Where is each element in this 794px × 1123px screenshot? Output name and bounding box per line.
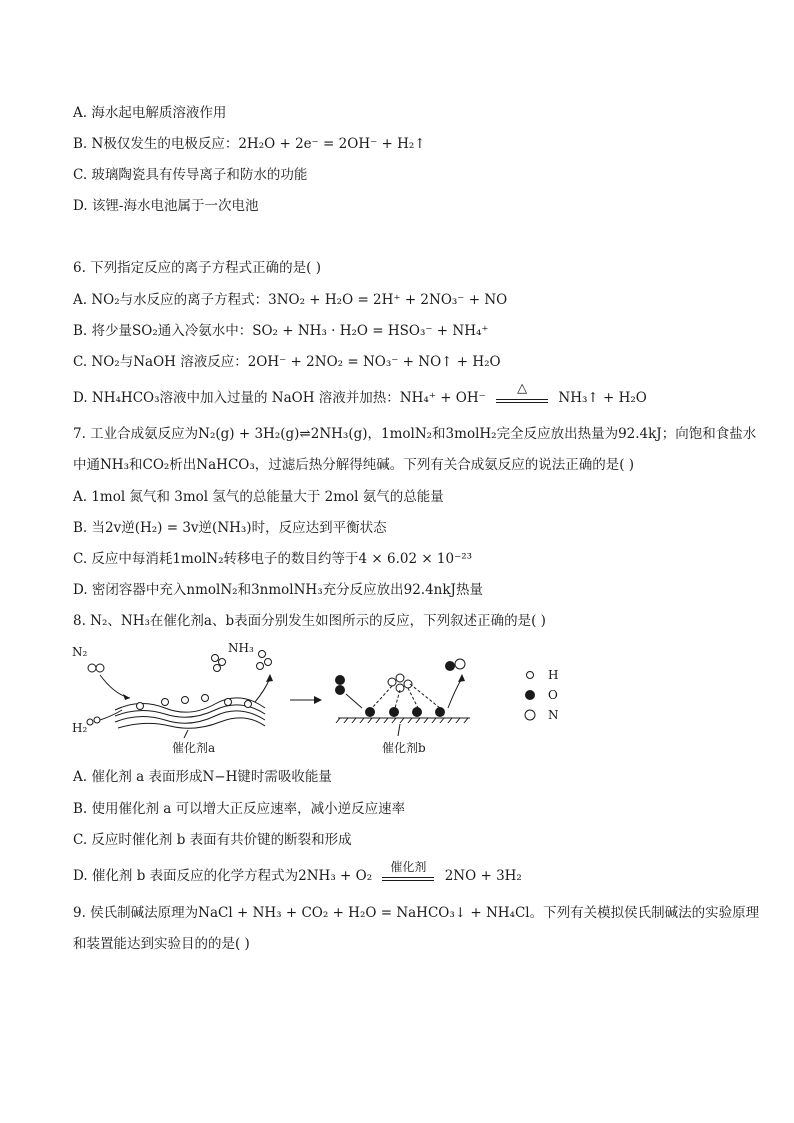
adsorbed-o [365,707,375,717]
q5-option-c: C. 玻璃陶瓷具有传导离子和防水的功能 [73,167,308,183]
catalyst-a-label: 催化剂a [172,741,216,755]
catalyst-b-pointer [398,724,400,736]
q6-option-d-left: D. NH₄HCO₃溶液中加入过量的 NaOH 溶液并加热：NH₄⁺ + OH⁻ [73,390,486,406]
h2-atom [94,717,100,723]
legend-o-label: O [548,688,558,702]
nh3-molecule [219,659,226,666]
catalyst-a-pointer [184,730,188,738]
adsorbed-atom [245,701,252,708]
reaction-condition-heat [496,380,548,408]
arrowhead [458,674,465,682]
adsorbed-o [435,707,445,717]
bond-dash [410,684,440,708]
n2-atom [88,664,96,672]
q9-stem-line2: 和装置能达到实验目的的是( ) [73,936,250,952]
q7-option-a: A. 1mol 氮气和 3mol 氢气的总能量大于 2mol 氨气的总能量 [73,489,444,505]
n2-label: N₂ [72,645,88,659]
q5-option-b-text: B. N极仅发生的电极反应： [73,136,239,152]
q7-option-c: C. 反应中每消耗1molN₂转移电子的数目约等于4 × 6.02 × 10⁻²³ [73,551,473,567]
catalyst-diagram-svg [70,640,670,760]
q7-stem-line2: 中通NH₃和CO₂析出NaHCO₃，过滤后热分解得纯碱。下列有关合成氨反应的说法正确的是( ) [73,457,635,473]
nh3-molecule [257,663,264,670]
adsorbed-atom [162,699,169,706]
nh3-on-b [396,674,404,682]
adsorbed-atom [202,695,209,702]
legend-o-icon [525,690,535,700]
q8-option-d [73,859,522,886]
nh3-molecule [214,665,221,672]
q8-option-d-left: D. 催化剂 b 表面反应的化学方程式为2NH₃ + O₂ [73,868,373,884]
adsorbed-o [389,707,399,717]
nh3-molecule [212,655,219,662]
q8-stem: 8. N₂、NH₃在催化剂a、b表面分别发生如图所示的反应，下列叙述正确的是( ) [73,613,546,629]
adsorbed-atom [182,697,189,704]
q5-option-a: A. 海水起电解质溶液作用 [73,105,227,121]
catalyst-b-label: 催化剂b [382,741,426,755]
q6-stem: 6. 下列指定反应的离子方程式正确的是( ) [73,260,321,276]
arrowhead [123,694,130,700]
q6-option-d [73,380,647,408]
reaction-condition-catalyst [382,859,434,886]
q6-option-d-right: NH₃↑ + H₂O [558,390,647,406]
q6-option-c: C. NO₂与NaOH 溶液反应：2OH⁻ + 2NO₂ = NO₃⁻ + NO↑ + H₂O [73,354,501,370]
n2-arrow [100,675,130,698]
q8-option-c: C. 反应时催化剂 b 表面有共价键的断裂和形成 [73,832,352,848]
q7-option-d: D. 密闭容器中充入nmolN₂和3nmolNH₃充分反应放出92.4nkJ热量 [73,582,483,598]
o2-molecule [335,685,345,695]
q8-option-b: B. 使用催化剂 a 可以增大正反应速率，减小逆反应速率 [73,801,406,817]
legend-n-label: N [548,708,559,722]
legend-h-icon [527,672,534,679]
q6-option-b: B. 将少量SO₂通入冷氨水中：SO₂ + NH₃ · H₂O = HSO₃⁻ + NH₄⁺ [73,323,489,339]
o2-molecule [335,675,345,685]
nh3-molecule [265,659,272,666]
legend-h-label: H [548,668,559,682]
q5-option-d: D. 该锂-海水电池属于一次电池 [73,198,259,214]
arrowhead [314,696,322,704]
q9-stem-line1: 9. 侯氏制碱法原理为NaCl + NH₃ + CO₂ + H₂O = NaHCO₃↓ + NH₄Cl。下列有关模拟侯氏制碱法的实验原理 [73,905,760,921]
o2-arrow [346,694,362,708]
nh3-label: NH₃ [228,641,254,655]
bond-dash [372,686,392,708]
q7-stem-line1: 7. 工业合成氨反应为N₂(g) + 3H₂(g)⇌2NH₃(g)，1molN₂和3molH₂完全反应放出热量为92.4kJ；向饱和食盐水 [73,426,757,442]
nh3-molecule [259,651,266,658]
no-arrow [448,678,462,708]
adsorbed-o [412,707,422,717]
q6-option-a: A. NO₂与水反应的离子方程式：3NO₂ + H₂O = 2H⁺ + 2NO₃⁻ + NO [73,292,508,308]
n2-atom [96,664,104,672]
q5-option-b-equation: 2H₂O + 2e⁻ = 2OH⁻ + H₂↑ [238,136,426,152]
heat-symbol: △ [517,380,528,396]
adsorbed-atom [137,703,144,710]
nh3-on-b [388,678,396,686]
catalyst-condition: 催化剂 [390,859,427,874]
h2-label: H₂ [72,721,88,735]
catalyst-reaction-diagram [70,640,670,760]
bond-dash [408,688,418,708]
legend-n-icon [525,710,535,720]
h2-atom [87,719,93,725]
adsorbed-atom [225,699,232,706]
bond-dash [395,690,400,708]
q5-option-b [73,135,426,153]
q8-option-a: A. 催化剂 a 表面形成N−H键时需吸收能量 [73,769,332,785]
catalyst-b-hatching [336,718,468,723]
q8-option-d-right: 2NO + 3H₂ [444,868,522,884]
q7-option-b: B. 当2v逆(H₂) = 3v逆(NH₃)时，反应达到平衡状态 [73,520,387,536]
arrowhead [266,674,273,682]
no-molecule [455,659,465,669]
no-molecule [445,661,455,671]
